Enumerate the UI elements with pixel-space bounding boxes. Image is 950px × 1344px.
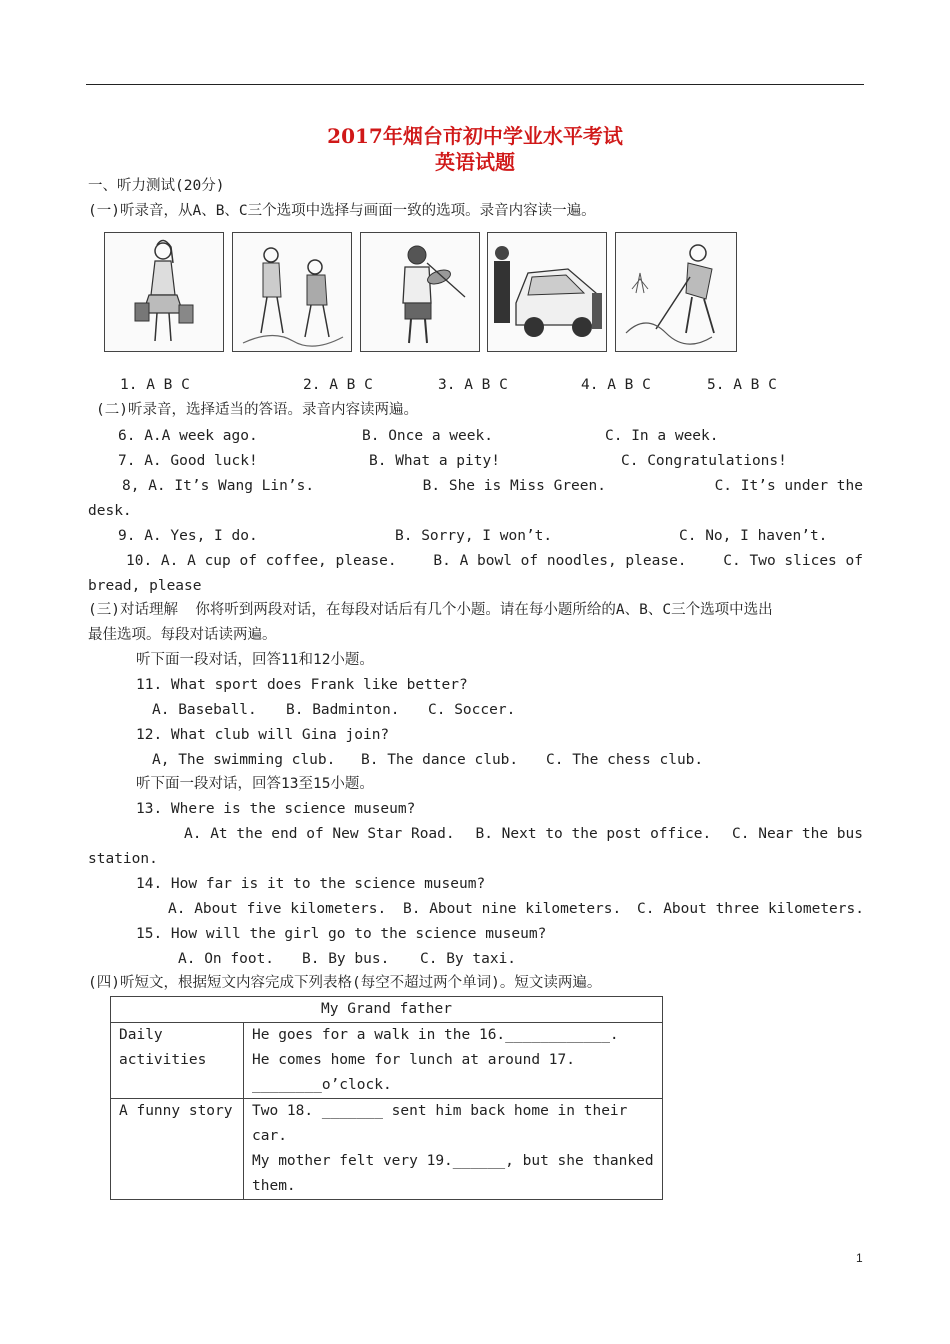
boy-violin-picture [360,232,480,352]
row1-label [111,1023,244,1099]
option-2: 2. A B C [303,377,373,393]
row1-label-line1: Daily [119,1027,163,1043]
q14-b: B. About nine kilometers. [403,901,622,917]
q12-b: B. The dance club. [361,752,519,768]
row2-content [244,1099,663,1200]
q8-b: B. She is Miss Green. [422,478,606,494]
row2-label: A funny story [111,1099,244,1200]
option-5: 5. A B C [707,377,777,393]
q10-b: B. A bowl of noodles, please. [433,553,687,569]
option-1: 1. A B C [120,377,190,393]
q13-b: B. Next to the post office. [475,826,712,842]
q12-question: 12. What club will Gina join? [136,727,390,743]
q14-a: A. About five kilometers. [168,901,387,917]
page-number: 1 [856,1251,863,1265]
row2-line4: them. [252,1178,296,1194]
top-rule [86,84,864,85]
row2-line2: car. [252,1128,287,1144]
q14-question: 14. How far is it to the science museum? [136,876,486,892]
row2-line3: My mother felt very 19.______, but she thanked [252,1153,654,1169]
q6-c: C. In a week. [605,428,719,444]
row1-line1: He goes for a walk in the 16.____________. [252,1027,619,1043]
q13-c: C. Near the bus [732,826,863,842]
part3-instruction-line2: 最佳选项。每段对话读两遍。 [88,627,277,643]
dialog2-instruction: 听下面一段对话，回答13至15小题。 [136,776,374,792]
q10-continuation: bread, please [88,578,202,594]
q7-a: 7. A. Good luck! [118,453,258,469]
q11-question: 11. What sport does Frank like better? [136,677,468,693]
q13-continuation: station. [88,851,158,867]
q10-a: 10. A. A cup of coffee, please. [126,553,397,569]
gardening-picture [615,232,737,352]
part3-instruction-line1: (三)对话理解 你将听到两段对话，在每段对话后有几个小题。请在每小题所给的A、B、C三个选项中选出 [88,602,773,618]
part1-instruction: (一)听录音，从A、B、C三个选项中选择与画面一致的选项。录音内容读一遍。 [88,203,596,219]
q15-a: A. On foot. [178,951,275,967]
q13-row [184,822,863,847]
q13-question: 13. Where is the science museum? [136,801,416,817]
q11-c: C. Soccer. [428,702,516,718]
hikers-picture [232,232,352,352]
row1-content [244,1023,663,1099]
q7-b: B. What a pity! [369,453,500,469]
grandfather-table [110,996,663,1200]
exam-title: 2017年烟台市初中学业水平考试 [327,124,623,148]
option-3: 3. A B C [438,377,508,393]
q8-c: C. It’s under the [714,478,863,494]
q10-row [126,549,863,574]
q6-b: B. Once a week. [362,428,493,444]
q8-row [122,474,863,499]
q11-b: B. Badminton. [286,702,400,718]
q6-a: 6. A.A week ago. [118,428,258,444]
row2-line1: Two 18. _______ sent him back home in their [252,1103,628,1119]
q12-a: A, The swimming club. [152,752,336,768]
row1-label-line2: activities [119,1052,207,1068]
q10-c: C. Two slices of [723,553,863,569]
row1-line3: ________o’clock. [252,1077,392,1093]
q7-c: C. Congratulations! [621,453,787,469]
part2-instruction: (二)听录音，选择适当的答语。录音内容读两遍。 [96,402,418,418]
part4-instruction: (四)听短文，根据短文内容完成下列表格(每空不超过两个单词)。短文读两遍。 [88,975,602,991]
q15-question: 15. How will the girl go to the science museum? [136,926,547,942]
option-4: 4. A B C [581,377,651,393]
q15-b: B. By bus. [302,951,390,967]
section-heading: 一、听力测试(20分) [88,178,225,194]
q8-a: 8, A. It’s Wang Lin’s. [122,478,315,494]
q9-b: B. Sorry, I won’t. [395,528,553,544]
dialog1-instruction: 听下面一段对话，回答11和12小题。 [136,652,374,668]
q13-a: A. At the end of New Star Road. [184,826,455,842]
row1-line2 [252,1048,654,1073]
table-title: My Grand father [111,997,663,1023]
q12-c: C. The chess club. [546,752,704,768]
q15-c: C. By taxi. [420,951,517,967]
exam-subtitle: 英语试题 [435,150,515,174]
woman-shopping-picture [104,232,224,352]
q8-continuation: desk. [88,503,132,519]
row1-line2-text: He comes home for lunch at around 17. [252,1052,576,1068]
q9-a: 9. A. Yes, I do. [118,528,258,544]
car-repair-picture [487,232,607,352]
q11-a: A. Baseball. [152,702,257,718]
q9-c: C. No, I haven’t. [679,528,828,544]
q14-c: C. About three kilometers. [637,901,864,917]
